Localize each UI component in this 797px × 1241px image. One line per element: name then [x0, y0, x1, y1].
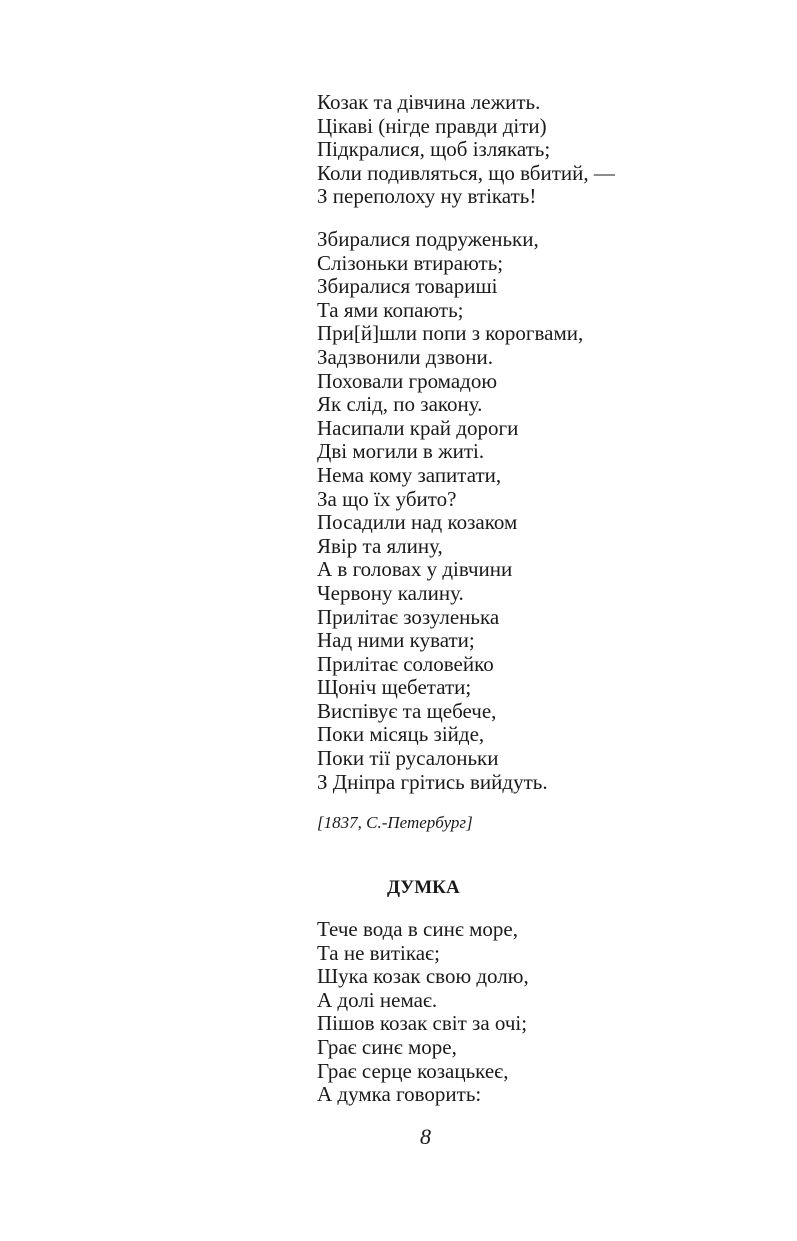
- verse-line: Нема кому запитати,: [317, 462, 502, 487]
- verse-line: Пішов козак світ за очі;: [317, 1011, 528, 1036]
- verse-line: З Дніпра грітись вийдуть.: [317, 769, 548, 794]
- verse-line: Збиралися товариші: [317, 274, 498, 299]
- poem-heading: ДУМКА: [387, 877, 460, 898]
- verse-line: При[й]шли попи з корогвами,: [317, 321, 584, 346]
- verse-line: Коли подивляться, що вбитий, —: [317, 160, 615, 185]
- verse-line: Тече вода в синє море,: [317, 917, 518, 941]
- poem-stanza-2: [317, 228, 583, 794]
- verse-line: Збиралися подруженьки,: [317, 227, 539, 251]
- page-number: 8: [420, 1124, 431, 1149]
- verse-line: Червону калину.: [317, 580, 464, 605]
- verse-line: Поховали громадою: [317, 368, 498, 393]
- verse-line: Над ними кувати;: [317, 628, 475, 653]
- verse-line: Шука козак свою долю,: [317, 964, 529, 989]
- verse-line: Дві могили в житі.: [317, 439, 485, 464]
- verse-line: Явір та ялину,: [317, 533, 443, 558]
- verse-line: А думка говорить:: [317, 1082, 482, 1107]
- verse-line: З переполоху ну втікать!: [317, 184, 537, 209]
- verse-line: Слізоньки втирають;: [317, 250, 504, 275]
- verse-line: Та не витікає;: [317, 940, 440, 965]
- verse-line: Прилітає соловейко: [317, 651, 494, 676]
- verse-line: Козак та дівчина лежить.: [317, 90, 541, 114]
- poem-dateline: [1837, С.-Петербург]: [317, 813, 473, 832]
- poem-stanza-3: [317, 918, 529, 1107]
- poem-stanza-1: [317, 91, 615, 209]
- verse-line: Поки місяць зійде,: [317, 722, 485, 747]
- verse-line: Цікаві (нігде правди діти): [317, 113, 547, 138]
- verse-line: Посадили над козаком: [317, 510, 518, 535]
- verse-line: Та ями копають;: [317, 297, 464, 322]
- verse-line: Грає серце козацькеє,: [317, 1058, 509, 1083]
- verse-line: Підкралися, щоб ізлякать;: [317, 137, 551, 162]
- verse-line: Насипали край дороги: [317, 415, 519, 440]
- verse-line: За що їх убито?: [317, 486, 457, 511]
- verse-line: А долі немає.: [317, 987, 438, 1012]
- verse-line: Поки тії русалоньки: [317, 746, 499, 771]
- verse-line: Виспівує та щебече,: [317, 698, 497, 723]
- verse-line: Грає синє море,: [317, 1034, 457, 1059]
- verse-line: А в головах у дівчини: [317, 557, 513, 582]
- verse-line: Як слід, по закону.: [317, 392, 483, 417]
- verse-line: Прилітає зозуленька: [317, 604, 500, 629]
- verse-line: Задзвонили дзвони.: [317, 344, 494, 369]
- verse-line: Щоніч щебетати;: [317, 675, 472, 700]
